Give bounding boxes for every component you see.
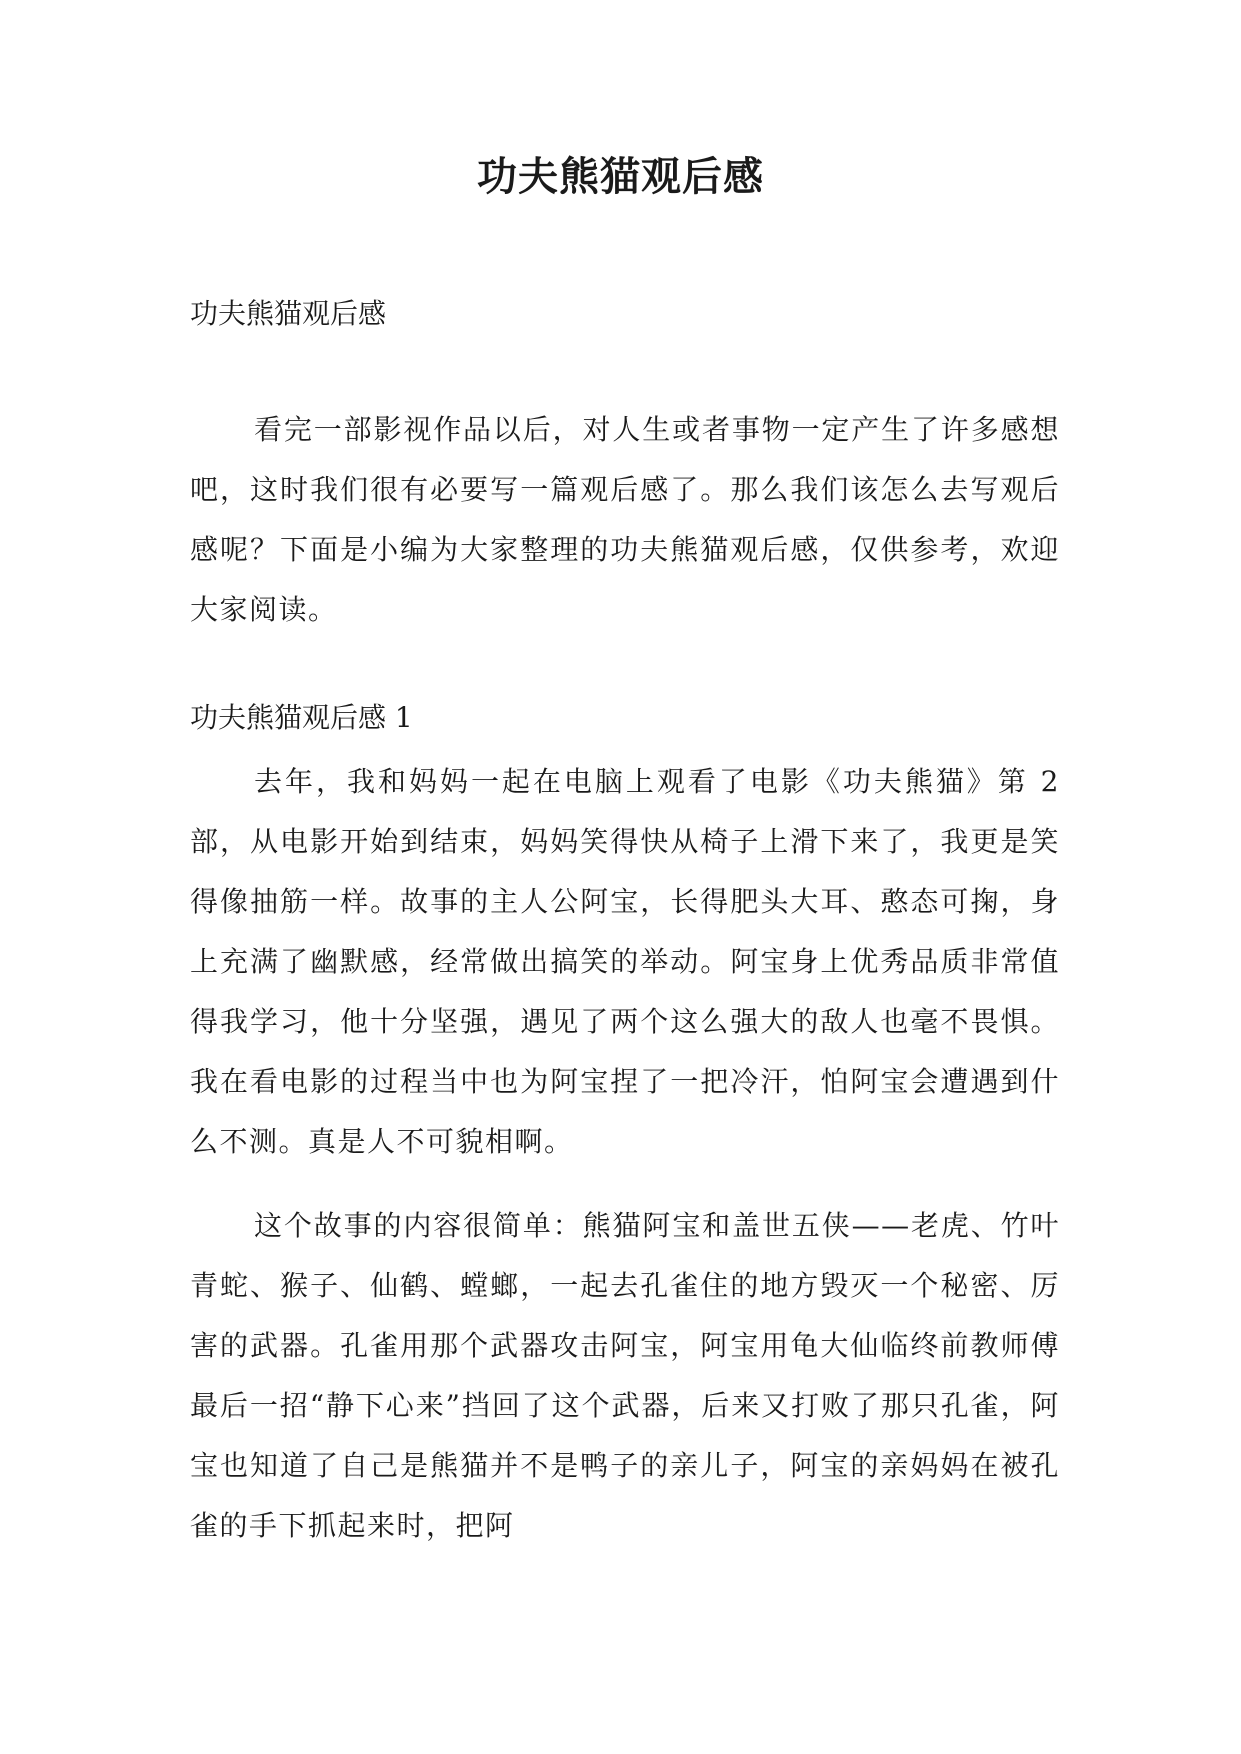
body-paragraph: 去年，我和妈妈一起在电脑上观看了电影《功夫熊猫》第 2 部，从电影开始到结束，妈妈笑得快从椅子上滑下来了，我更是笑得像抽筋一样。故事的主人公阿宝，长得肥头大耳、憨态可掬，身上充满了幽默感，经常做出搞笑的举动。阿宝身上优秀品质非常值得我学习，他十分坚强，遇见了两个这么强大的敌人也毫不畏惧。我在看电影的过程当中也为阿宝捏了一把冷汗，怕阿宝会遭遇到什么不测。真是人不可貌相啊。 [190,765,1060,1158]
intro-paragraph: 看完一部影视作品以后，对人生或者事物一定产生了许多感想吧，这时我们很有必要写一篇观后感了。那么我们该怎么去写观后感呢？下面是小编为大家整理的功夫熊猫观后感，仅供参考，欢迎大家阅读。 [190,413,1060,626]
section-heading: 功夫熊猫观后感 1 [190,701,413,734]
document-subtitle: 功夫熊猫观后感 [190,297,387,330]
document-title: 功夫熊猫观后感 [477,153,764,200]
body-paragraph: 这个故事的内容很简单：熊猫阿宝和盖世五侠——老虎、竹叶青蛇、猴子、仙鹤、螳螂，一起去孔雀住的地方毁灭一个秘密、厉害的武器。孔雀用那个武器攻击阿宝，阿宝用龟大仙临终前教师傅最后一招“静下心来”挡回了这个武器，后来又打败了那只孔雀，阿宝也知道了自己是熊猫并不是鸭子的亲儿子，阿宝的亲妈妈在被孔雀的手下抓起来时，把阿 [190,1209,1060,1542]
